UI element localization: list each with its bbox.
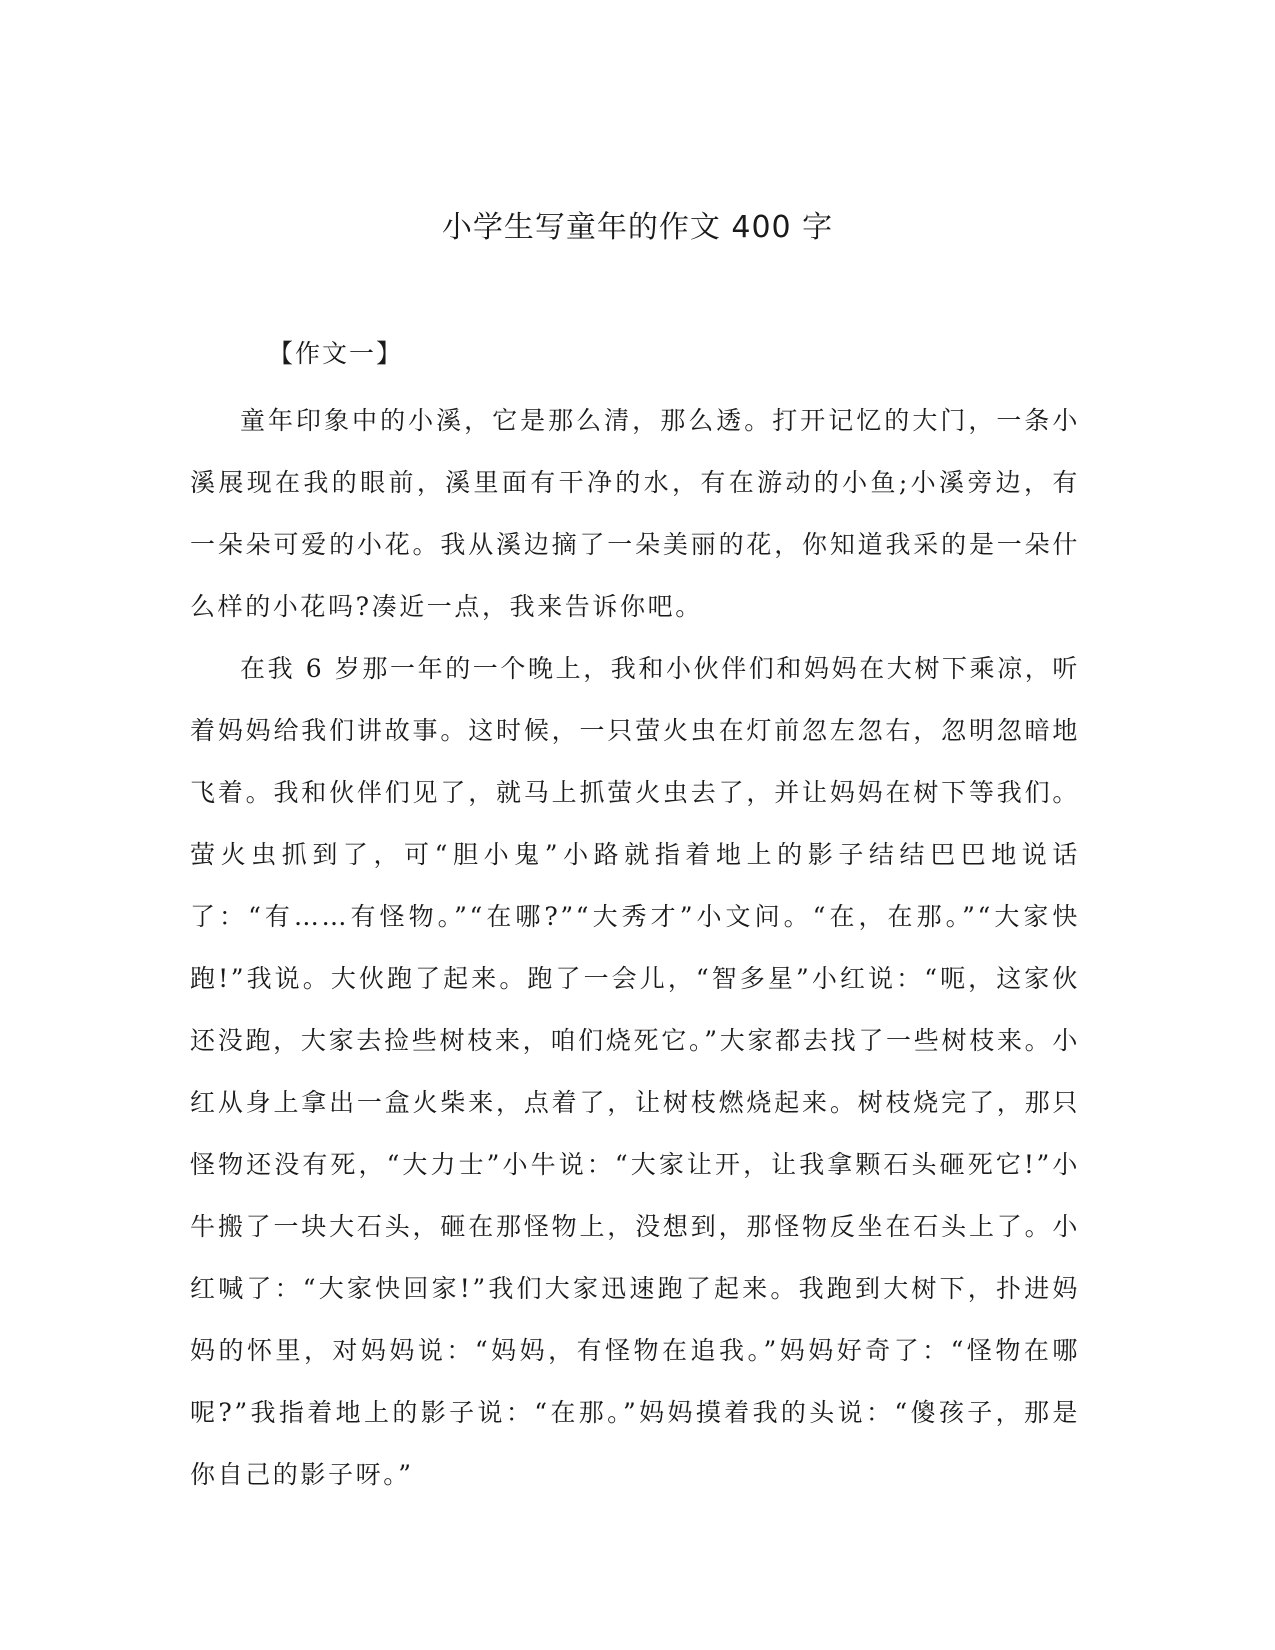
paragraph-2: 在我 6 岁那一年的一个晚上，我和小伙伴们和妈妈在大树下乘凉，听着妈妈给我们讲故事。这时候，一只萤火虫在灯前忽左忽右，忽明忽暗地飞着。我和伙伴们见了，就马上抓萤火虫去了，并让妈妈在树下等我们。萤火虫抓到了，可“胆小鬼”小路就指着地上的影子结结巴巴地说话了：“有……有怪物。”“在哪?”“大秀才”小文问。“在，在那。”“大家快跑!”我说。大伙跑了起来。跑了一会儿，“智多星”小红说：“呃，这家伙还没跑，大家去捡些树枝来，咱们烧死它。”大家都去找了一些树枝来。小红从身上拿出一盒火柴来，点着了，让树枝燃烧起来。树枝烧完了，那只怪物还没有死，“大力士”小牛说：“大家让开，让我拿颗石头砸死它!”小牛搬了一块大石头，砸在那怪物上，没想到，那怪物反坐在石头上了。小红喊了：“大家快回家!”我们大家迅速跑了起来。我跑到大树下，扑进妈妈的怀里，对妈妈说：“妈妈，有怪物在追我。”妈妈好奇了：“怪物在哪呢?”我指着地上的影子说：“在那。”妈妈摸着我的头说：“傻孩子，那是你自己的影子呀。”	[190, 654, 1081, 1489]
paragraph-1: 童年印象中的小溪，它是那么清，那么透。打开记忆的大门，一条小溪展现在我的眼前，溪里面有干净的水，有在游动的小鱼;小溪旁边，有一朵朵可爱的小花。我从溪边摘了一朵美丽的花，你知道我采的是一朵什么样的小花吗?凑近一点，我来告诉你吧。	[190, 406, 1080, 621]
document-title: 小学生写童年的作文 400 字	[441, 210, 834, 245]
essay-body	[190, 390, 1080, 1506]
section-label: 【作文一】	[268, 339, 404, 368]
